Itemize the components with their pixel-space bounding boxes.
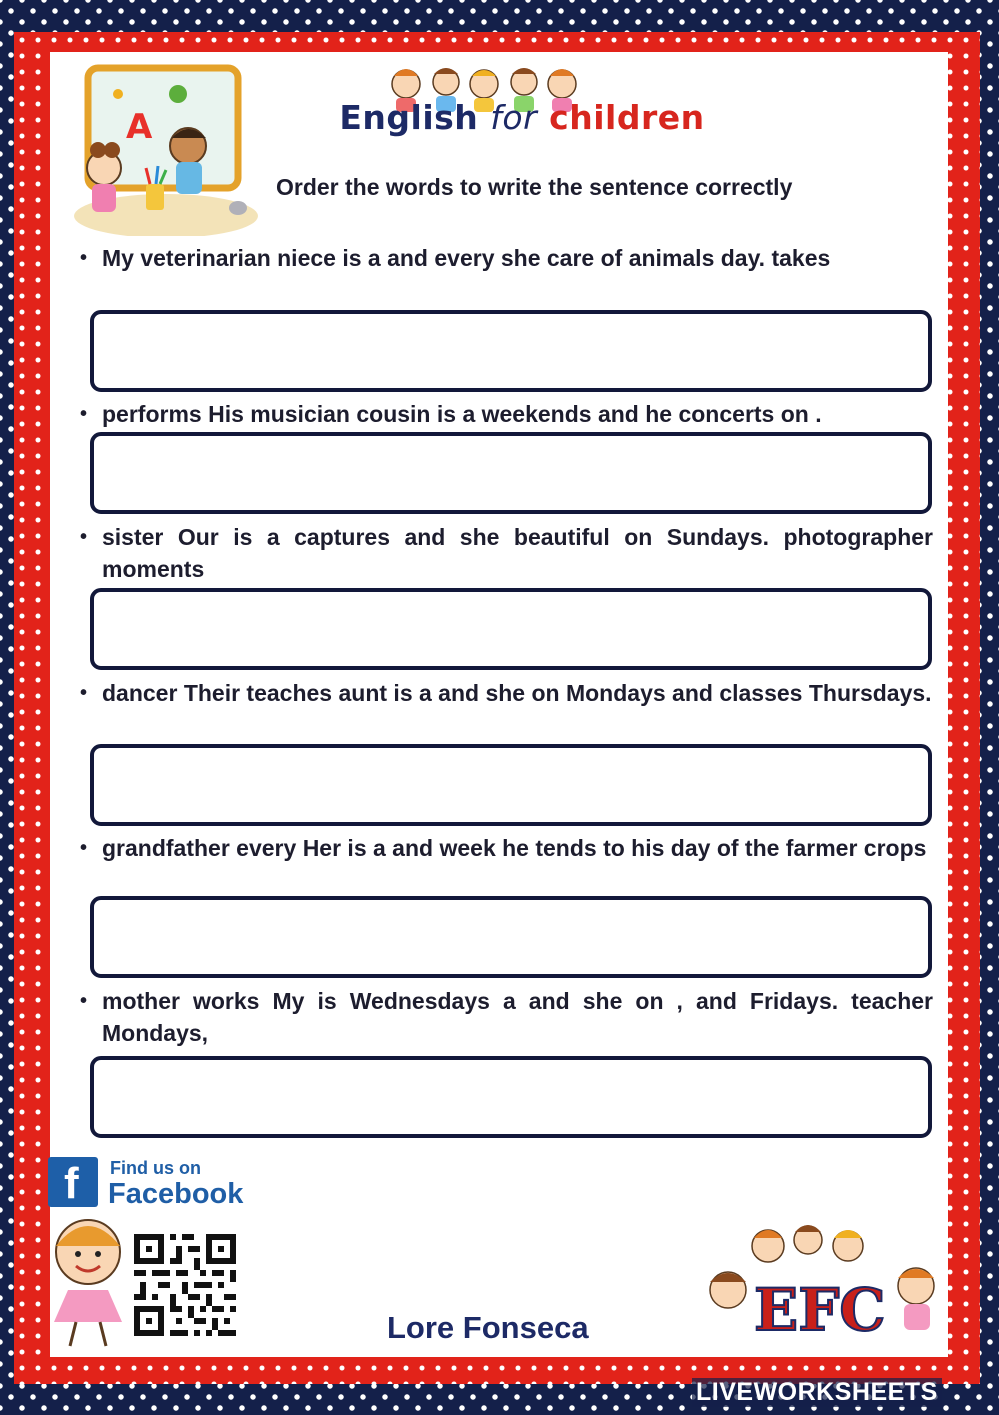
efc-logo-text: EFC [754,1276,886,1344]
efc-logo [698,1216,948,1346]
exercise-1-prompt: • My veterinarian niece is a and every she care of animals day. takes [78,242,933,274]
dancing-girl-illustration [32,1212,142,1352]
exercise-3-prompt: • sister Our is a captures and she beautiful on Sundays. photographer moments [78,521,933,585]
exercise-1-answer-box[interactable] [90,310,932,392]
worksheet [50,52,948,1357]
title-children: children [549,98,705,137]
kids-chalkboard-illustration [68,56,264,236]
exercise-5-prompt: • grandfather every Her is a and week he tends to his day of the farmer crops [78,832,933,864]
facebook-link[interactable]: Facebook [108,1178,244,1210]
liveworksheets-watermark[interactable]: LIVEWORKSHEETS [692,1378,942,1407]
instruction-text: Order the words to write the sentence correctly [276,174,793,200]
author-name: Lore Fonseca [387,1310,589,1345]
exercise-5-answer-box[interactable] [90,896,932,978]
worksheet-title [312,98,732,137]
exercise-6-prompt: • mother works My is Wednesdays a and she on , and Fridays. teacher Mondays, [78,985,933,1049]
svg-text:A: A [126,107,153,147]
exercise-4-answer-box[interactable] [90,744,932,826]
exercise-4-prompt: • dancer Their teaches aunt is a and she on Mondays and classes Thursdays. [78,677,933,709]
qr-code[interactable] [134,1234,236,1336]
exercise-6-answer-box[interactable] [90,1056,932,1138]
find-us-text: Find us on [110,1158,201,1178]
exercise-3-answer-box[interactable] [90,588,932,670]
title-for: for [490,98,538,137]
exercise-2-prompt: • performs His musician cousin is a weekends and he concerts on . [78,398,933,430]
facebook-icon[interactable]: f [48,1157,98,1207]
exercise-2-answer-box[interactable] [90,432,932,514]
title-english: English [339,98,479,137]
